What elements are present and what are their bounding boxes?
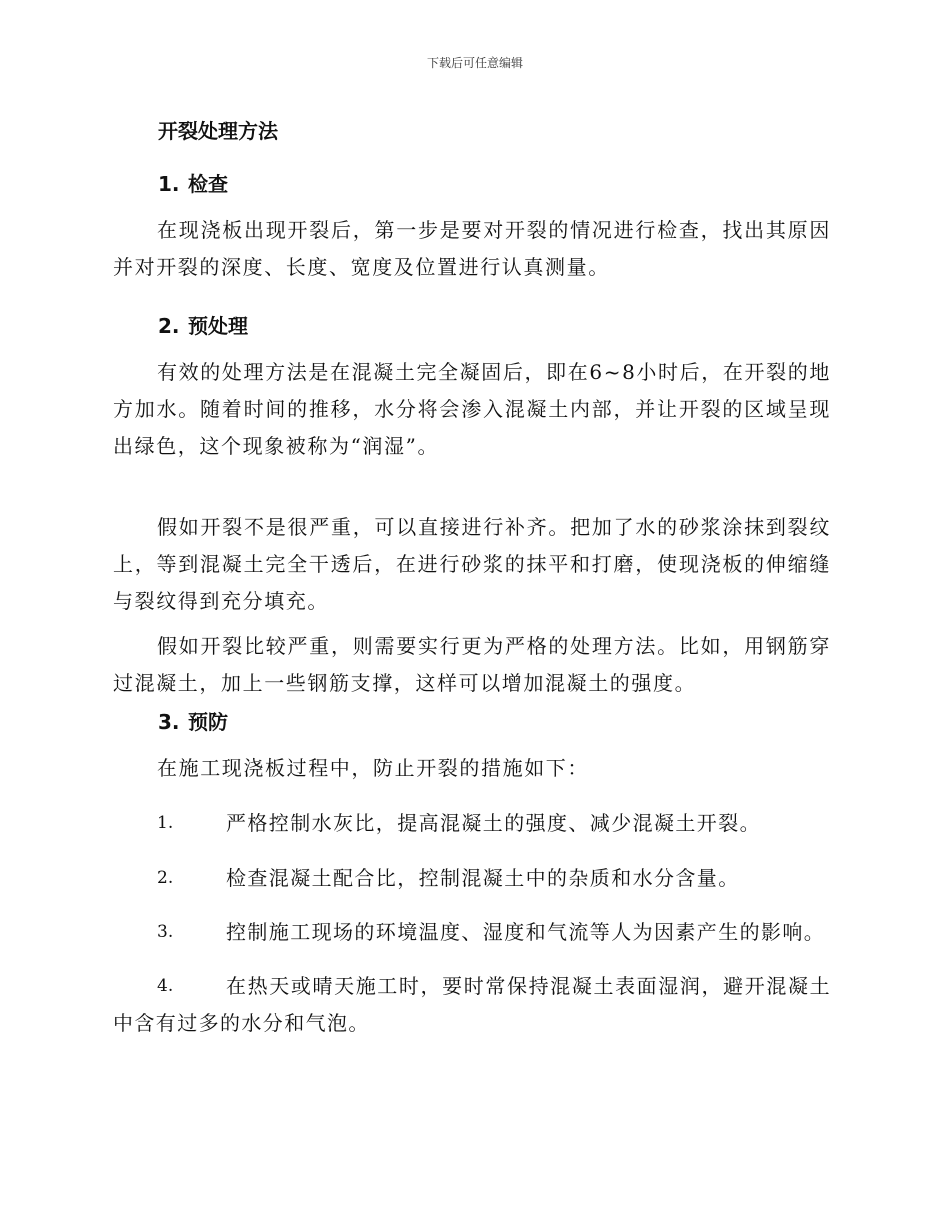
paragraph: 假如开裂不是很严重，可以直接进行补齐。把加了水的砂浆涂抹到裂纹上，等到混凝土完全干透后，在进行砂浆的抹平和打磨，使现浇板的伸缩缝与裂纹得到充分填充。 [113, 515, 831, 613]
paragraph: 有效的处理方法是在混凝土完全凝固后，即在6~8小时后，在开裂的地方加水。随着时间的推移，水分将会渗入混凝土内部，并让开裂的区域呈现出绿色，这个现象被称为“润湿”。 [113, 360, 831, 458]
document-title: 开裂处理方法 [158, 119, 278, 143]
list-item-number: 2. [157, 868, 174, 888]
list-item-number: 1. [157, 813, 174, 833]
paragraph: 在现浇板出现开裂后，第一步是要对开裂的情况进行检查，找出其原因并对开裂的深度、长度、宽度及位置进行认真测量。 [113, 218, 831, 279]
list-item [113, 805, 831, 842]
list-item-number: 3. [157, 922, 174, 942]
section-title: 预处理 [188, 314, 248, 338]
page-header: 下载后可任意编辑 [426, 56, 523, 70]
list-item [113, 968, 831, 1042]
section-number: 3. [158, 710, 180, 734]
paragraph: 在施工现浇板过程中，防止开裂的措施如下： [157, 756, 589, 780]
list-item-text: 严格控制水灰比，提高混凝土的强度、减少混凝土开裂。 [226, 811, 761, 835]
section-heading-1 [158, 168, 228, 197]
list-item-text: 控制施工现场的环境温度、湿度和气流等人为因素产生的影响。 [226, 920, 826, 944]
list-item [113, 860, 831, 897]
paragraph: 假如开裂比较严重，则需要实行更为严格的处理方法。比如，用钢筋穿过混凝土，加上一些钢筋支撑，这样可以增加混凝土的强度。 [113, 634, 831, 695]
list-item [113, 914, 831, 951]
list-item-number: 4. [157, 976, 174, 996]
section-title: 预防 [188, 710, 228, 734]
section-title: 检查 [188, 172, 228, 196]
list-item-text: 检查混凝土配合比，控制混凝土中的杂质和水分含量。 [226, 866, 740, 890]
list-item-text: 在热天或晴天施工时，要时常保持混凝土表面湿润，避开混凝土中含有过多的水分和气泡。 [113, 974, 831, 1035]
section-number: 2. [158, 314, 180, 338]
section-heading-3 [158, 706, 228, 735]
section-heading-2 [158, 310, 248, 339]
section-number: 1. [158, 172, 180, 196]
